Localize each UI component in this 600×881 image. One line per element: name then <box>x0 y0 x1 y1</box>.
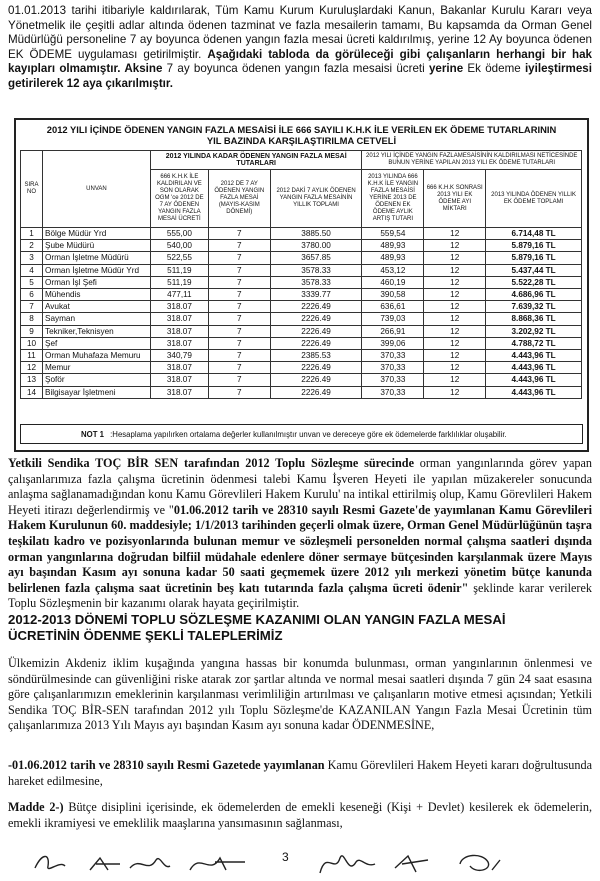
cell-mesai-ucreti: 318.07 <box>150 325 208 337</box>
cell-yillik-ek-odeme: 5.522,28 TL <box>486 276 582 288</box>
cell-ay-sayisi: 7 <box>208 374 270 386</box>
cell-sira: 11 <box>21 350 43 362</box>
cell-yillik-ek-odeme: 7.639,32 TL <box>486 301 582 313</box>
cell-ay-sayisi: 7 <box>208 325 270 337</box>
cell-unvan: Şoför <box>42 374 150 386</box>
cell-yillik-toplam: 2226.49 <box>270 374 362 386</box>
cell-sira: 12 <box>21 362 43 374</box>
cell-yillik-toplam: 3339.77 <box>270 289 362 301</box>
header-unvan: UNVAN <box>42 151 150 228</box>
cell-yillik-ek-odeme: 5.437,44 TL <box>486 264 582 276</box>
cell-unvan: Bilgisayar İşletmeni <box>42 386 150 398</box>
cell-ek-odeme-ay: 12 <box>424 362 486 374</box>
cell-unvan: Şube Müdürü <box>42 240 150 252</box>
cell-ay-sayisi: 7 <box>208 289 270 301</box>
cell-unvan: Memur <box>42 362 150 374</box>
cell-yillik-toplam: 3780.00 <box>270 240 362 252</box>
table-row <box>21 240 582 252</box>
akdeniz-paragraph: Ülkemizin Akdeniz iklim kuşağında yangına hassas bir konumda bulunması, orman yangınlarının önlenmesi ve söndürülmesinde can güvenliğini riske atarak zor şartlar altında ve normal mesai saatleri dışında 7 gün 24 saat esasına göre çalışanlarımızın emeklerinin karşılanması verimliliğin artırılması ve çalışanların motive etmesi açısından; Yetkili Sendika TOÇ BİR-SEN tarafından 2012 yılı Toplu Sözleşme'de KAZANILAN Yangın Fazla Mesai Ücretinin tüm çalışanlarımıza 2013 Yılı Mayıs ayı başından Kasım ayı sonuna kadar ÖDENMESİNE, <box>8 656 592 733</box>
header-col5: 2012 DAKİ 7 AYLIK ÖDENEN YANGIN FAZLA MESAİNİN YILLIK TOPLAMI <box>270 170 362 228</box>
cell-sira: 5 <box>21 276 43 288</box>
cell-mesai-ucreti: 540,00 <box>150 240 208 252</box>
cell-yillik-toplam: 2226.49 <box>270 386 362 398</box>
table-row <box>21 362 582 374</box>
cell-unvan: Mühendis <box>42 289 150 301</box>
table-row <box>21 325 582 337</box>
cell-ay-sayisi: 7 <box>208 228 270 240</box>
cell-sira: 3 <box>21 252 43 264</box>
cell-mesai-ucreti: 318.07 <box>150 362 208 374</box>
section-heading-line1: 2012-2013 DÖNEMİ TOPLU SÖZLEŞME KAZANIMI OLAN YANGIN FAZLA MESAİ <box>8 612 506 627</box>
cell-yillik-toplam: 3578.33 <box>270 276 362 288</box>
cell-ek-odeme-ay: 12 <box>424 374 486 386</box>
text-segment: şeklinde karar verilerek Toplu Sözleşmenin bir kazanımı olarak hayata geçirilmiştir. <box>8 580 592 611</box>
header-col8: 2013 YILINDA ÖDENEN YILLIK EK ÖDEME TOPLAMI <box>486 170 582 228</box>
cell-mesai-ucreti: 318.07 <box>150 313 208 325</box>
text-segment: Yetkili Sendika TOÇ BİR SEN tarafından 2012 Toplu Sözleşme sürecinde <box>8 456 414 470</box>
cell-ek-odeme-ay: 12 <box>424 337 486 349</box>
cell-ek-odeme-ay: 12 <box>424 264 486 276</box>
cell-sira: 1 <box>21 228 43 240</box>
cell-mesai-ucreti: 318.07 <box>150 374 208 386</box>
page-number: 3 <box>282 850 289 864</box>
section-heading <box>8 612 506 644</box>
table-note <box>20 424 583 444</box>
cell-mesai-ucreti: 340,79 <box>150 350 208 362</box>
cell-artis-tutari: 266,91 <box>362 325 424 337</box>
cell-mesai-ucreti: 511,19 <box>150 264 208 276</box>
sendika-paragraph <box>8 456 592 612</box>
cell-artis-tutari: 453,12 <box>362 264 424 276</box>
cell-ek-odeme-ay: 12 <box>424 228 486 240</box>
cell-mesai-ucreti: 318.07 <box>150 337 208 349</box>
cell-yillik-ek-odeme: 4.443,96 TL <box>486 362 582 374</box>
text-segment: Ek ödeme <box>463 62 525 76</box>
cell-unvan: Orman İşletme Müdür Yrd <box>42 264 150 276</box>
header-col7: 666 K.H.K SONRASI 2013 YILI EK ÖDEME AYI MİKTARI <box>424 170 486 228</box>
text-segment: orman yangınlarında görev yapan çalışanlarımıza fazla çalışma ücretinin ödenmesi talebi Kamu İşveren Heyeti ile yapılan müzakereler sonucunda anlaşma sağlanamadığından konu Kamu Görevlileri Hakem Kurulu' na intikal ettirilmiş olup, Kamu Görevlileri Hakem Heyeti itirazı değerlendirmiş ve " <box>8 456 592 517</box>
text-segment: 01.01.2013 tarihi itibariyle kaldırılarak, Tüm Kamu Kurum Kuruluşlardaki Kanun, Bakanlar Kurulu Kararı veya Yönetmelik ile çeşitli adlar altında ödenen tazminat ve fazla mesailerin tamamı, Bu kapsamda da Orman Genel Müdürlüğü personeline 7 ay boyunca ödenen yangın fazla mesai ücreti kaldırılmış, yerine 12 Ay boyunca ödenen EK ÖDEME uygulaması getirilmiştir. <box>8 4 592 61</box>
table-row <box>21 252 582 264</box>
cell-ay-sayisi: 7 <box>208 301 270 313</box>
cell-ay-sayisi: 7 <box>208 350 270 362</box>
cell-yillik-ek-odeme: 4.443,96 TL <box>486 386 582 398</box>
table-row <box>21 276 582 288</box>
table-title <box>16 124 587 146</box>
madde2-paragraph <box>8 800 592 831</box>
text-segment: Bütçe disiplini içerisinde, ek ödemelerden de emekli keseneği (Kişi + Devlet) kesilerek ek ödemelerin, emekli ikramiyesi ve emeklilik maaşlarına yansımasının sağlanması, <box>8 800 592 830</box>
cell-yillik-toplam: 2226.49 <box>270 301 362 313</box>
cell-sira: 6 <box>21 289 43 301</box>
cell-ek-odeme-ay: 12 <box>424 350 486 362</box>
cell-ek-odeme-ay: 12 <box>424 313 486 325</box>
cell-artis-tutari: 559,54 <box>362 228 424 240</box>
header-group-right: 2012 YILI İÇİNDE YANGIN FAZLAMESAİSİNİN KALDIRILMASI NETİCESİNDE BUNUN YERİNE YAPILAN 2013 YILI EK ÖDEME TUTARLARI <box>362 151 582 170</box>
cell-ek-odeme-ay: 12 <box>424 252 486 264</box>
text-segment: -01.06.2012 tarih ve 28310 sayılı Resmi Gazetede yayımlanan <box>8 758 325 772</box>
cell-artis-tutari: 370,33 <box>362 362 424 374</box>
gazete-paragraph <box>8 758 592 789</box>
cell-ay-sayisi: 7 <box>208 264 270 276</box>
cell-ay-sayisi: 7 <box>208 337 270 349</box>
cell-yillik-ek-odeme: 5.879,16 TL <box>486 240 582 252</box>
cell-yillik-toplam: 2385.53 <box>270 350 362 362</box>
cell-ay-sayisi: 7 <box>208 252 270 264</box>
header-sira: SIRA NO <box>21 151 43 228</box>
cell-artis-tutari: 636,61 <box>362 301 424 313</box>
signatures-image <box>30 848 580 878</box>
cell-sira: 7 <box>21 301 43 313</box>
cell-ay-sayisi: 7 <box>208 362 270 374</box>
header-col3: 666 K.H.K İLE KALDIRILAN VE SON OLARAK OGM 'ce 2012 DE 7 AY ÖDENEN YANGIN FAZLA MESAİ ÜCRETİ <box>150 170 208 228</box>
table-body <box>21 228 582 399</box>
cell-yillik-ek-odeme: 8.868,36 TL <box>486 313 582 325</box>
cell-mesai-ucreti: 477,11 <box>150 289 208 301</box>
cell-artis-tutari: 390,58 <box>362 289 424 301</box>
text-segment: Aşağıdaki tabloda da görüleceği gibi çalışanların herhangi bir hak kayıpları olmamıştır. Aksine <box>8 47 592 76</box>
cell-unvan: Sayman <box>42 313 150 325</box>
cell-ay-sayisi: 7 <box>208 276 270 288</box>
text-segment: 7 ay boyunca ödenen yangın fazla mesaisi ücreti <box>162 62 429 76</box>
cell-ay-sayisi: 7 <box>208 386 270 398</box>
cell-yillik-toplam: 2226.49 <box>270 325 362 337</box>
cell-unvan: Orman İşl Şefi <box>42 276 150 288</box>
cell-artis-tutari: 739,03 <box>362 313 424 325</box>
table-row <box>21 337 582 349</box>
cell-mesai-ucreti: 318.07 <box>150 386 208 398</box>
cell-mesai-ucreti: 511,19 <box>150 276 208 288</box>
table-row <box>21 313 582 325</box>
cell-mesai-ucreti: 555,00 <box>150 228 208 240</box>
comparison-table-frame <box>14 118 589 452</box>
intro-paragraph <box>8 4 592 92</box>
table-row <box>21 264 582 276</box>
note-label: NOT 1 <box>81 430 104 439</box>
cell-yillik-ek-odeme: 4.788,72 TL <box>486 337 582 349</box>
comparison-table <box>20 150 582 399</box>
cell-artis-tutari: 370,33 <box>362 386 424 398</box>
cell-yillik-toplam: 3885.50 <box>270 228 362 240</box>
header-col4: 2012 DE 7 AY ÖDENEN YANGIN FAZLA MESAİ (MAYIS-KASIM DÖNEMİ) <box>208 170 270 228</box>
cell-ek-odeme-ay: 12 <box>424 240 486 252</box>
header-col6: 2013 YILINDA 666 K.H.K İLE YANGIN FAZLA MESAİSİ YERİNE 2013 DE ÖDENEN EK ÖDEME AYLIK ARTIŞ TUTARI <box>362 170 424 228</box>
cell-unvan: Bölge Müdür Yrd <box>42 228 150 240</box>
cell-artis-tutari: 370,33 <box>362 350 424 362</box>
cell-ek-odeme-ay: 12 <box>424 289 486 301</box>
cell-mesai-ucreti: 522,55 <box>150 252 208 264</box>
cell-yillik-toplam: 2226.49 <box>270 362 362 374</box>
table-row <box>21 289 582 301</box>
table-title-line2: YIL BAZINDA KARŞILAŞTIRILMA CETVELİ <box>206 135 397 146</box>
table-row <box>21 374 582 386</box>
cell-sira: 2 <box>21 240 43 252</box>
cell-yillik-toplam: 2226.49 <box>270 313 362 325</box>
cell-unvan: Orman Muhafaza Memuru <box>42 350 150 362</box>
cell-yillik-ek-odeme: 3.202,92 TL <box>486 325 582 337</box>
cell-sira: 8 <box>21 313 43 325</box>
cell-yillik-ek-odeme: 4.443,96 TL <box>486 374 582 386</box>
table-title-line1: 2012 YILI İÇİNDE ÖDENEN YANGIN FAZLA MESAİSİ İLE 666 SAYILI K.H.K İLE VERİLEN EK ÖDEME TUTARLARININ <box>46 124 557 135</box>
note-text: :Hesaplama yapılırken ortalama değerler kullanılmıştır unvan ve dereceye göre ek ödemelerde farklılıklar oluşabilir. <box>110 430 507 439</box>
cell-sira: 13 <box>21 374 43 386</box>
text-segment: Madde 2-) <box>8 800 64 814</box>
table-row <box>21 228 582 240</box>
cell-unvan: Orman İşletme Müdürü <box>42 252 150 264</box>
cell-sira: 14 <box>21 386 43 398</box>
cell-ay-sayisi: 7 <box>208 240 270 252</box>
cell-mesai-ucreti: 318.07 <box>150 301 208 313</box>
cell-unvan: Tekniker,Teknisyen <box>42 325 150 337</box>
cell-yillik-toplam: 2226.49 <box>270 337 362 349</box>
cell-ek-odeme-ay: 12 <box>424 276 486 288</box>
cell-yillik-ek-odeme: 4.686,96 TL <box>486 289 582 301</box>
cell-yillik-ek-odeme: 5.879,16 TL <box>486 252 582 264</box>
cell-unvan: Avukat <box>42 301 150 313</box>
cell-unvan: Şef <box>42 337 150 349</box>
cell-sira: 4 <box>21 264 43 276</box>
cell-artis-tutari: 399,06 <box>362 337 424 349</box>
cell-ek-odeme-ay: 12 <box>424 301 486 313</box>
table-row <box>21 386 582 398</box>
cell-ek-odeme-ay: 12 <box>424 386 486 398</box>
cell-sira: 9 <box>21 325 43 337</box>
cell-ek-odeme-ay: 12 <box>424 325 486 337</box>
cell-yillik-toplam: 3578.33 <box>270 264 362 276</box>
text-segment: Kamu Görevlileri Hakem Heyeti kararı doğrultusunda hareket edilmesine, <box>8 758 592 788</box>
text-segment: 01.06.2012 tarih ve 28310 sayılı Resmi Gazete'de yayımlanan Kamu Görevlileri Hakem Kurulunun 60. maddesiyle; 1/1/2013 tarihinden geçerli olmak üzere, Orman Genel Müdürlüğünün taşra teşkilatı kadro ve pozisyonlarında bulunan memur ve sözleşmeli personelden normal çalışma saatleri dışında orman yangınlarına doğrudan bilfiil müdahale edenlere döner sermaye bütçesinden karşılanmak üzere Mayıs ayı başından Kasım ayı sonuna kadar 50 saati geçmemek üzere 2012 yılı merkezi yönetim bütçe kanunda belirlenen fazla çalışma saat ücretinin beş katı tutarında fazla çalışma ücreti ödenir" <box>8 502 593 595</box>
table-row <box>21 350 582 362</box>
text-segment: iyileştirmesi getirilerek 12 aya çıkarılmıştır. <box>8 62 592 90</box>
cell-artis-tutari: 460,19 <box>362 276 424 288</box>
cell-ay-sayisi: 7 <box>208 313 270 325</box>
text-segment: yerine <box>428 62 464 76</box>
cell-yillik-ek-odeme: 4.443,96 TL <box>486 350 582 362</box>
cell-yillik-ek-odeme: 6.714,48 TL <box>486 228 582 240</box>
section-heading-line2: ÜCRETİNİN ÖDENME ŞEKLİ TALEPLERİMİZ <box>8 628 283 643</box>
cell-sira: 10 <box>21 337 43 349</box>
cell-yillik-toplam: 3657.85 <box>270 252 362 264</box>
cell-artis-tutari: 370,33 <box>362 374 424 386</box>
cell-artis-tutari: 489,93 <box>362 240 424 252</box>
table-row <box>21 301 582 313</box>
cell-artis-tutari: 489,93 <box>362 252 424 264</box>
header-group-left: 2012 YILINDA KADAR ÖDENEN YANGIN FAZLA MESAİ TUTARLARI <box>150 151 362 170</box>
